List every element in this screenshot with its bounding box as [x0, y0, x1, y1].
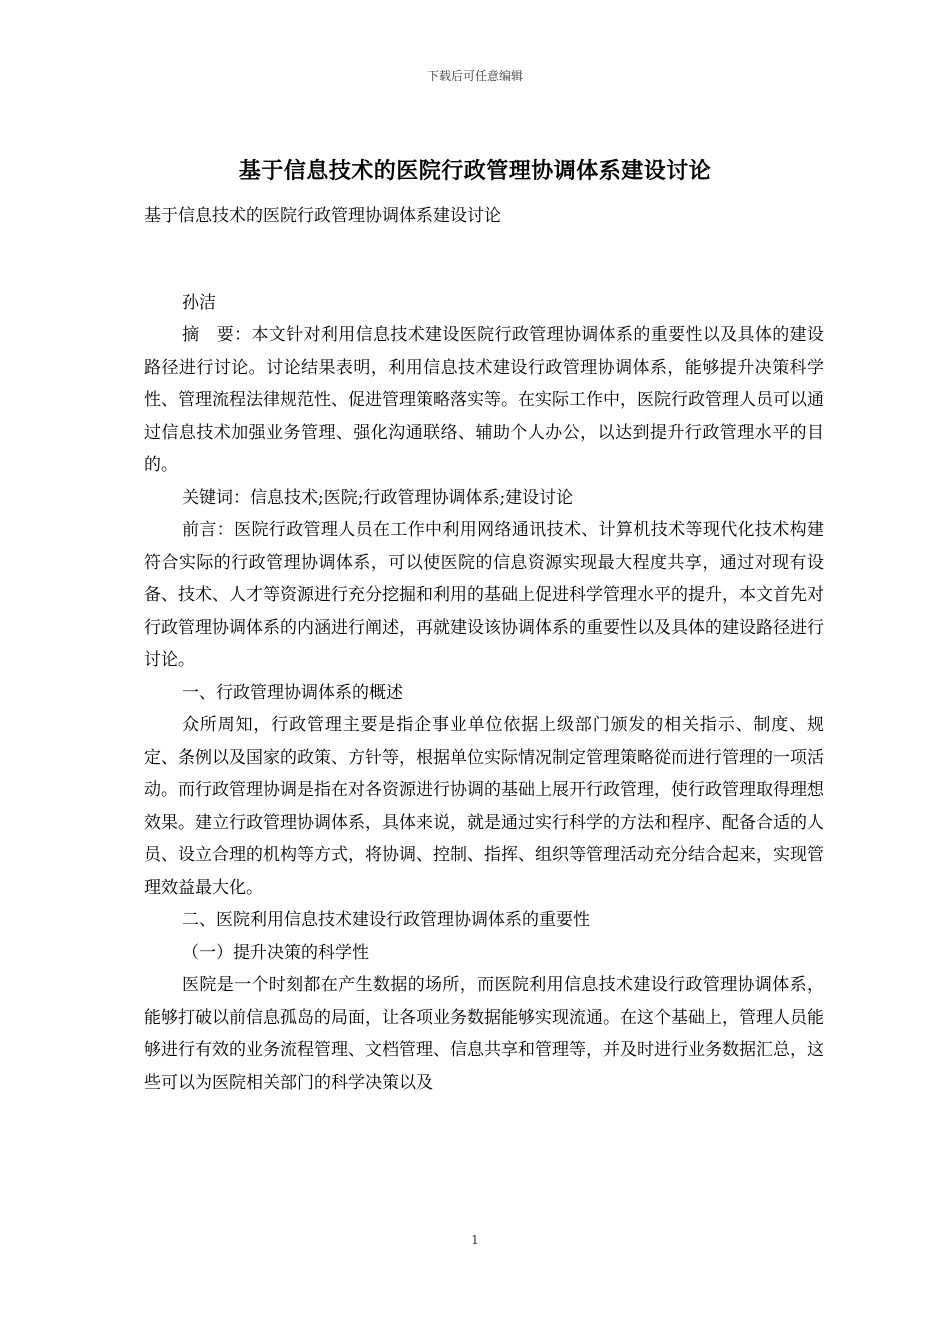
subsection-2-1-paragraph: 医院是一个时刻都在产生数据的场所，而医院利用信息技术建设行政管理协调体系，能够打破以前信息孤岛的局面，让各项业务数据能够实现流通。在这个基础上，管理人员能够进行有效的业务流程管理、文档管理、信息共享和管理等，并及时进行业务数据汇总，这些可以为医院相关部门的科学决策以及: [144, 975, 824, 1093]
page-header: 下载后可任意编辑: [426, 69, 523, 83]
subsection-heading-2-1: （一）提升决策的科学性: [182, 942, 369, 963]
subtitle: 基于信息技术的医院行政管理协调体系建设讨论: [144, 206, 501, 226]
abstract-paragraph: 摘 要：本文针对利用信息技术建设医院行政管理协调体系的重要性以及具体的建设路径进行讨论。讨论结果表明，利用信息技术建设行政管理协调体系，能够提升决策科学性、管理流程法律规范性、促进管理策略落实等。在实际工作中，医院行政管理人员可以通过信息技术加强业务管理、强化沟通联络、辅助个人办公，以达到提升行政管理水平的目的。: [144, 325, 824, 475]
page-number: 1: [471, 1233, 479, 1247]
document-title: 基于信息技术的医院行政管理协调体系建设讨论: [238, 158, 712, 184]
section-1-paragraph: 众所周知，行政管理主要是指企事业单位依据上级部门颁发的相关指示、制度、规定、条例以及国家的政策、方针等，根据单位实际情况制定管理策略從而进行管理的一项活动。而行政管理协调是指在对各资源进行协调的基础上展开行政管理，使行政管理取得理想效果。建立行政管理协调体系，具体来说，就是通过实行科学的方法和程序、配备合适的人员、设立合理的机构等方式，将协调、控制、指挥、组织等管理活动充分结合起来，实现管理效益最大化。: [144, 715, 824, 898]
author: 孙洁: [182, 292, 216, 313]
document-body: [144, 200, 824, 1099]
keywords-paragraph: 关键词：信息技术;医院;行政管理协调体系;建设讨论: [182, 487, 574, 508]
preface-paragraph: 前言：医院行政管理人员在工作中利用网络通讯技术、计算机技术等现代化技术构建符合实际的行政管理协调体系，可以使医院的信息资源实现最大程度共享，通过对现有设备、技术、人才等资源进行充分挖掘和利用的基础上促进科学管理水平的提升，本文首先对行政管理协调体系的内涵进行阐述，再就建设该协调体系的重要性以及具体的建设路径进行讨论。: [144, 520, 824, 670]
section-heading-1: 一、行政管理协调体系的概述: [182, 682, 403, 703]
section-heading-2: 二、医院利用信息技术建设行政管理协调体系的重要性: [182, 910, 590, 930]
